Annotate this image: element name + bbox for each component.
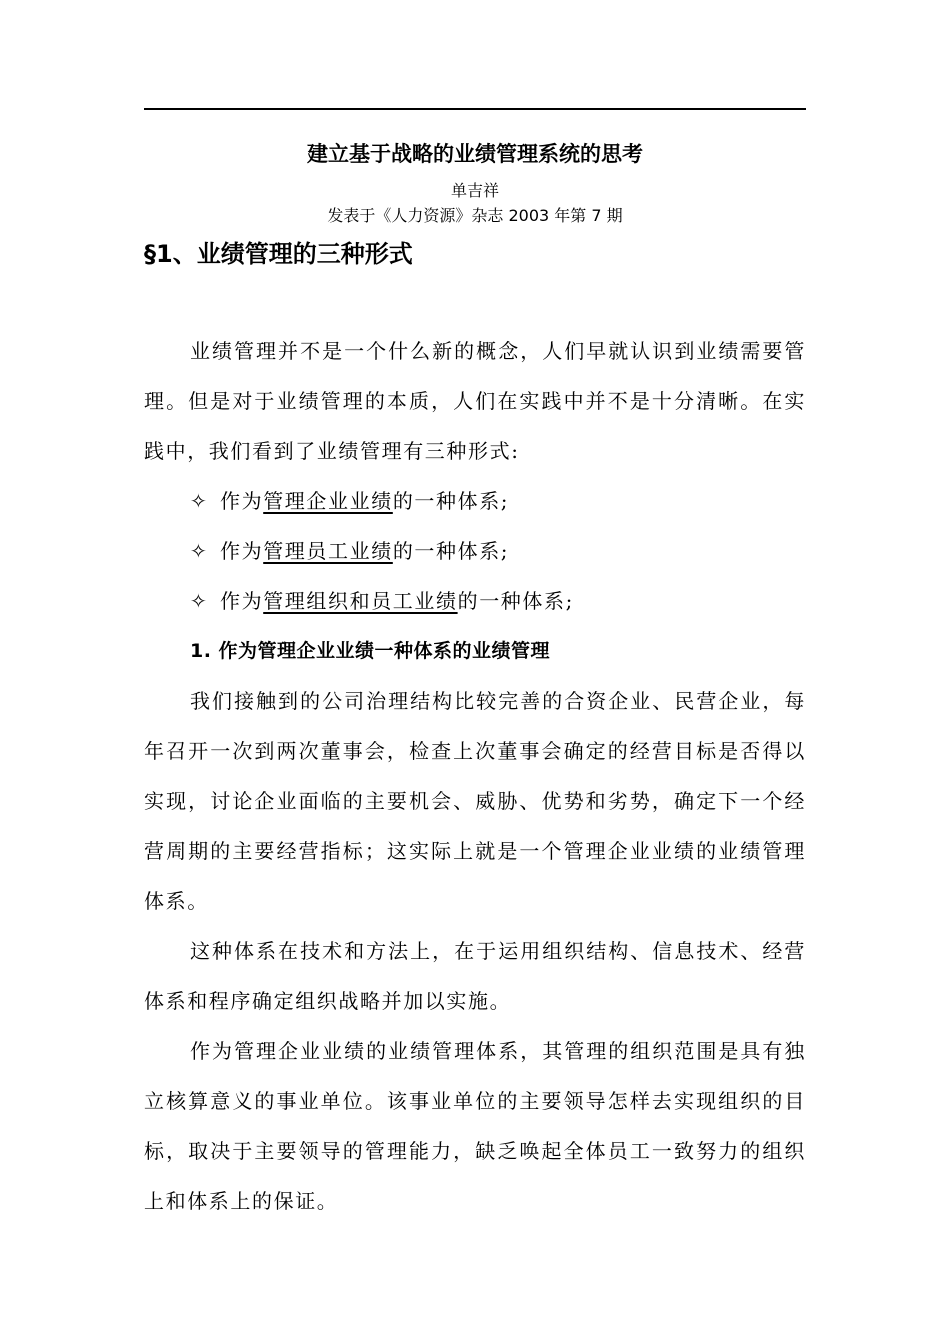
document-title: 建立基于战略的业绩管理系统的思考	[307, 142, 643, 166]
list-item	[144, 476, 806, 526]
intro-paragraph: 业绩管理并不是一个什么新的概念，人们早就认识到业绩需要管理。但是对于业绩管理的本质，人们在实践中并不是十分清晰。在实践中，我们看到了业绩管理有三种形式:	[144, 339, 806, 463]
body-paragraph: 我们接触到的公司治理结构比较完善的合资企业、民营企业，每年召开一次到两次董事会，检查上次董事会确定的经营目标是否得以实现，讨论企业面临的主要机会、威胁、优势和劣势，确定下一个经营周期的主要经营指标；这实际上就是一个管理企业业绩的业绩管理体系。	[144, 689, 806, 913]
diamond-bullet-icon: ✧	[190, 589, 209, 613]
bullet-suffix: 的一种体系;	[392, 489, 510, 513]
header-rule	[144, 108, 806, 110]
subsection-heading: 1. 作为管理企业业绩一种体系的业绩管理	[190, 640, 551, 662]
underlined-term: 管理员工业绩	[263, 539, 393, 563]
underlined-term: 管理组织和员工业绩	[263, 589, 458, 613]
bullet-prefix: 作为	[220, 539, 264, 563]
list-item	[144, 526, 806, 576]
list-item	[144, 576, 806, 626]
bullet-prefix: 作为	[220, 489, 264, 513]
bullet-suffix: 的一种体系;	[457, 589, 574, 613]
body-paragraph: 这种体系在技术和方法上，在于运用组织结构、信息技术、经营体系和程序确定组织战略并加以实施。	[144, 939, 806, 1013]
author-name: 单吉祥	[450, 181, 499, 200]
diamond-bullet-icon: ✧	[190, 489, 209, 513]
body-paragraph: 作为管理企业业绩的业绩管理体系，其管理的组织范围是具有独立核算意义的事业单位。该事业单位的主要领导怎样去实现组织的目标，取决于主要领导的管理能力，缺乏唤起全体员工一致努力的组织上和体系上的保证。	[144, 1039, 806, 1213]
diamond-bullet-icon: ✧	[190, 539, 209, 563]
section-body	[144, 326, 806, 1226]
underlined-term: 管理企业业绩	[263, 489, 393, 513]
bullet-suffix: 的一种体系;	[392, 539, 510, 563]
bullet-prefix: 作为	[220, 589, 264, 613]
publication-source: 发表于《人力资源》杂志 2003 年第 7 期	[327, 206, 623, 225]
section-heading: §1、业绩管理的三种形式	[144, 240, 413, 268]
